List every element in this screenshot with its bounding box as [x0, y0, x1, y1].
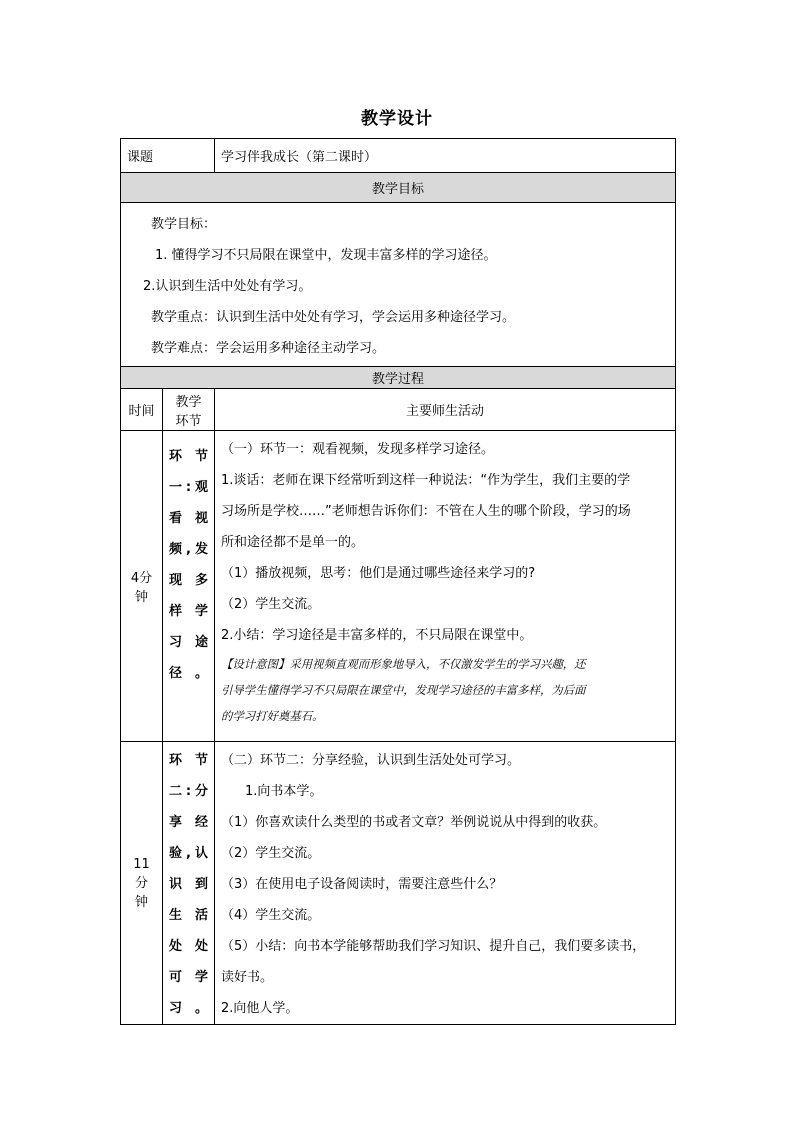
activity-line: （5）小结：向书本学能够帮助我们学习知识、提升自己，我们要多读书， [221, 939, 646, 954]
section-2-time-line3: 钟 [134, 894, 148, 910]
goal-item-1: 1. 懂得学习不只局限在课堂中，发现丰富多样的学习途径。 [155, 248, 497, 263]
stage-2-line: 环 节 [169, 753, 209, 768]
section-row-1 [121, 431, 676, 742]
topic-label: 课题 [121, 139, 215, 173]
activity-line: 所和途径都不是单一的。 [221, 535, 365, 550]
lesson-plan-table [120, 138, 676, 1025]
section-2-stage [163, 742, 215, 1025]
stage-2-line: 二:分 [169, 784, 209, 799]
col-activity-header: 主要师生活动 [215, 389, 676, 431]
activity-line: 2.向他人学。 [221, 1001, 299, 1016]
activity-line: （1）播放视频，思考：他们是通过哪些途径来学习的? [221, 566, 536, 581]
activity-line: 1.向书本学。 [245, 784, 323, 799]
topic-value: 学习伴我成长（第二课时） [215, 139, 676, 173]
activity-line: （4）学生交流。 [221, 908, 321, 923]
section-1-activities [215, 431, 676, 742]
key-point: 教学重点：认识到生活中处处有学习，学会运用多种途径学习。 [151, 310, 516, 325]
stage-2-line: 享 经 [169, 815, 209, 830]
activity-line: 读好书。 [221, 970, 274, 985]
activity-line: （3）在使用电子设备阅读时，需要注意些什么？ [221, 877, 503, 892]
section-2-time-line2: 分 [134, 875, 148, 891]
activity-line: （1）你喜欢读什么类型的书或者文章？举例说说从中得到的收获。 [221, 815, 607, 830]
activity-line: （二）环节二：分享经验，认识到生活处处可学习。 [221, 753, 521, 768]
section-1-time-line2: 钟 [134, 590, 148, 605]
col-stage-header-line1: 教学 [175, 394, 202, 410]
goals-header: 教学目标 [121, 173, 676, 203]
section-1-stage [163, 431, 215, 742]
column-header-row [121, 389, 676, 431]
document-title: 教学设计 [361, 109, 433, 129]
stage-1-line: 径。 [169, 666, 209, 681]
goals-header-row [121, 173, 676, 203]
activity-line: （2）学生交流。 [221, 846, 321, 861]
stage-2-line: 可 学 [169, 970, 209, 985]
section-row-2 [121, 742, 676, 1025]
goal-item-2: 2.认识到生活中处处有学习。 [143, 279, 312, 294]
stage-2-line: 处 处 [169, 939, 209, 954]
stage-2-line: 验,认 [169, 846, 209, 861]
col-stage-header [163, 389, 215, 431]
stage-2-line: 习。 [169, 1001, 209, 1016]
stage-1-line: 频,发 [169, 542, 209, 557]
stage-1-line: 环 节 [169, 449, 209, 464]
process-header: 教学过程 [121, 367, 676, 389]
stage-1-line: 现 多 [169, 573, 209, 588]
section-2-activities [215, 742, 676, 1025]
goals-row [121, 203, 676, 367]
col-time-header: 时间 [121, 389, 163, 431]
col-stage-header-line2: 环节 [175, 413, 202, 429]
stage-1-line: 样 学 [169, 604, 209, 619]
activity-line: 2.小结：学习途径是丰富多样的，不只局限在课堂中。 [221, 628, 533, 643]
section-1-time [121, 431, 163, 742]
difficulty: 教学难点：学会运用多种途径主动学习。 [151, 341, 386, 356]
stage-1-line: 一:观 [169, 480, 209, 495]
stage-2-line: 生 活 [169, 908, 209, 923]
activity-line: （2）学生交流。 [221, 597, 321, 612]
design-intent-line: 的学习打好奠基石。 [221, 709, 324, 723]
process-header-row [121, 367, 676, 389]
section-2-time-line1: 11 [133, 856, 150, 872]
goals-block [121, 203, 676, 367]
section-2-time [121, 742, 163, 1025]
activity-line: 1.谈话：老师在课下经常听到这样一种说法：“作为学生，我们主要的学 [221, 473, 631, 488]
goals-intro: 教学目标： [151, 217, 217, 232]
design-intent-line: 【设计意图】采用视频直观而形象地导入，不仅激发学生的学习兴趣，还 [221, 657, 586, 671]
topic-row [121, 139, 676, 173]
section-1-time-line1: 4分 [130, 571, 153, 586]
stage-1-line: 习 途 [169, 635, 209, 650]
design-intent-line: 引导学生懂得学习不只局限在课堂中，发现学习途径的丰富多样，为后面 [221, 683, 586, 697]
stage-1-line: 看 视 [169, 511, 209, 526]
stage-2-line: 识 到 [169, 877, 209, 892]
activity-line: （一）环节一：观看视频，发现多样学习途径。 [221, 442, 495, 457]
activity-line: 习场所是学校……”老师想告诉你们：不管在人生的哪个阶段，学习的场 [221, 504, 631, 519]
